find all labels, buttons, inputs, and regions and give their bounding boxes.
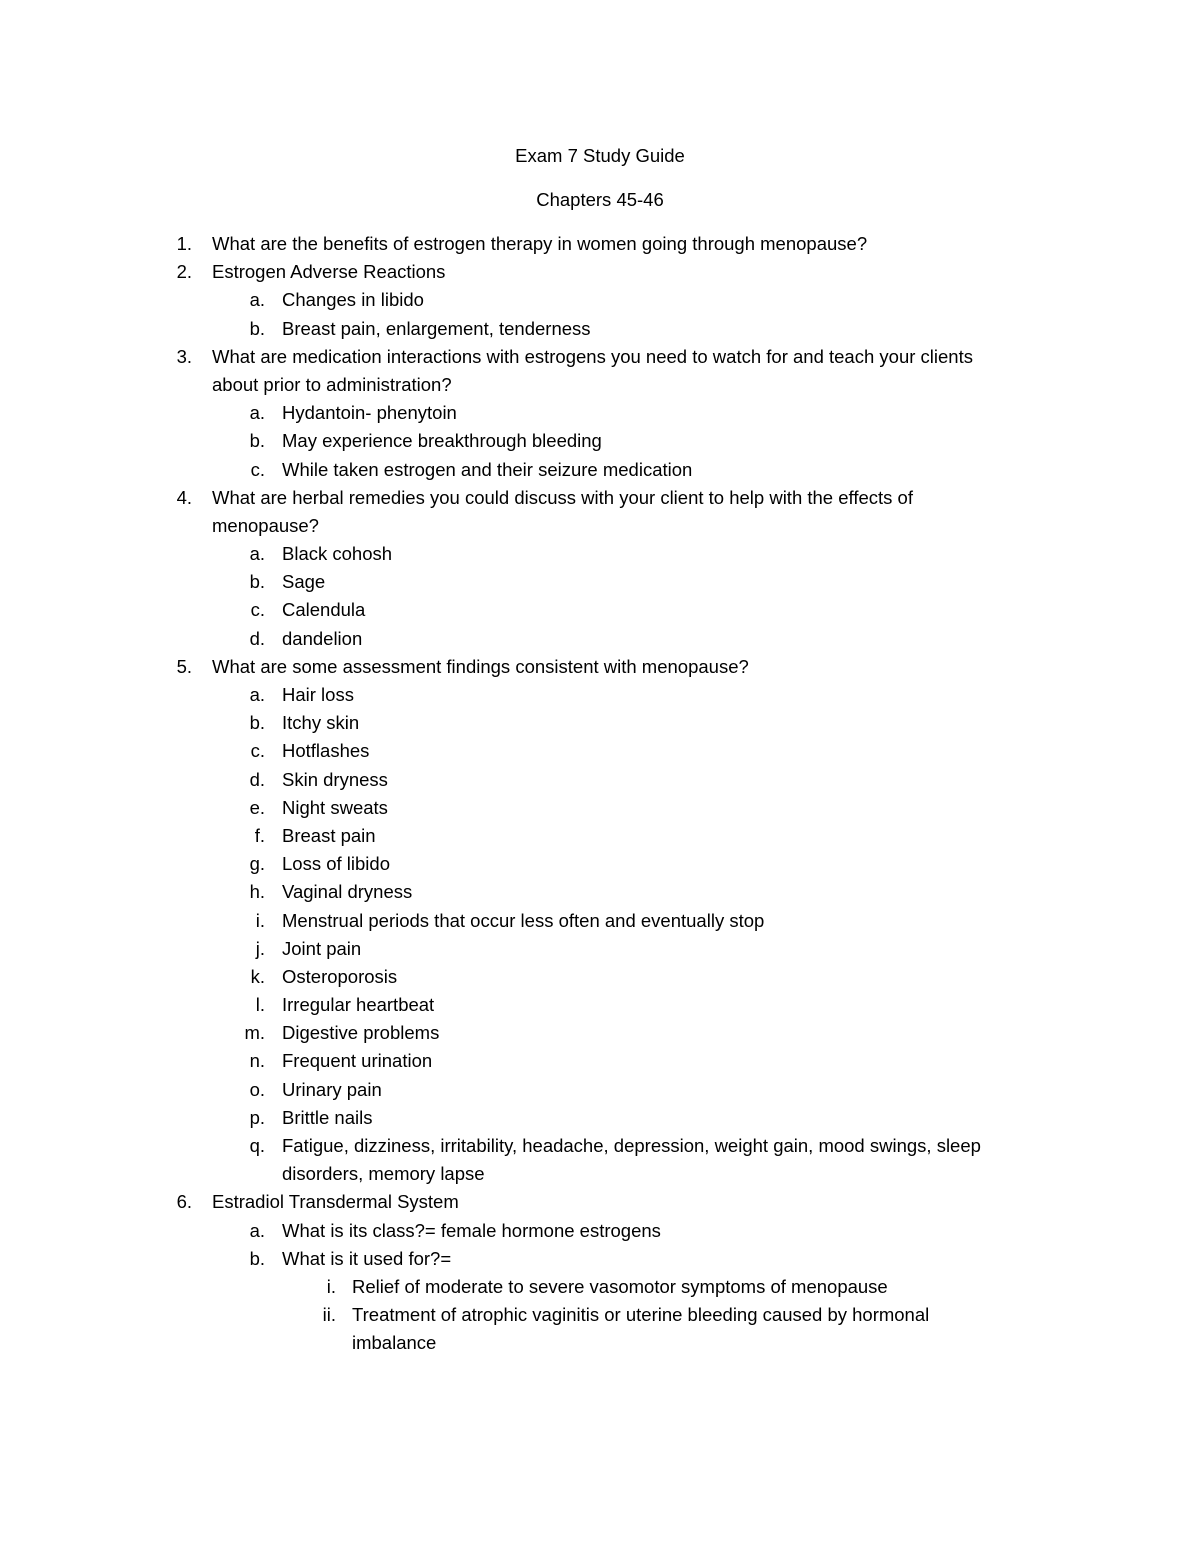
list-item — [0, 1217, 1200, 1245]
question-number: 1. — [176, 233, 192, 254]
item-letter: e. — [249, 796, 265, 818]
item-text: Skin dryness — [282, 768, 388, 790]
list-item — [0, 709, 1200, 737]
item-text: Loss of libido — [282, 853, 390, 875]
question-text: What are the benefits of estrogen therapy in women going through menopause? — [212, 233, 868, 254]
list-item — [0, 568, 1200, 596]
question-1 — [0, 230, 1200, 258]
item-text: Breast pain — [282, 824, 376, 846]
item-letter: a. — [249, 402, 265, 424]
list-item — [0, 681, 1200, 709]
item-letter: a. — [249, 543, 265, 565]
question-number: 2. — [176, 261, 192, 283]
list-item — [0, 1104, 1200, 1132]
list-item — [0, 427, 1200, 455]
item-text: dandelion — [282, 627, 363, 649]
list-item — [0, 935, 1200, 963]
list-item — [0, 286, 1200, 314]
item-text: Fatigue, dizziness, irritability, headache, depression, weight gain, mood swings, sleep — [282, 1135, 981, 1156]
item-letter: c. — [250, 599, 265, 621]
list-item — [0, 794, 1200, 822]
question-number: 5. — [176, 655, 192, 677]
question-text: Estrogen Adverse Reactions — [212, 261, 446, 283]
question-number: 6. — [176, 1191, 192, 1213]
sub-list-item — [0, 1301, 1200, 1329]
list-item — [0, 963, 1200, 991]
question-text: Estradiol Transdermal System — [212, 1191, 459, 1213]
sub-list-item — [0, 1273, 1200, 1301]
question-3 — [0, 343, 1200, 371]
list-item — [0, 878, 1200, 906]
question-text-continued: menopause? — [212, 514, 319, 536]
item-letter: b. — [249, 317, 265, 339]
list-item — [0, 625, 1200, 653]
question-text: What are herbal remedies you could discuss with your client to help with the effects of — [212, 486, 913, 508]
item-text: Changes in libido — [282, 289, 424, 311]
list-item — [0, 737, 1200, 765]
item-letter: f. — [254, 824, 265, 846]
item-text: Night sweats — [282, 796, 388, 818]
question-6 — [0, 1188, 1200, 1216]
item-letter: m. — [244, 1022, 265, 1044]
item-letter: p. — [249, 1106, 265, 1128]
list-item — [0, 1019, 1200, 1047]
list-item-continuation — [0, 1160, 1200, 1188]
item-letter: k. — [250, 965, 265, 987]
list-item — [0, 1132, 1200, 1160]
question-number: 3. — [176, 345, 192, 367]
list-item — [0, 315, 1200, 343]
question-3-continuation — [0, 371, 1200, 399]
question-5 — [0, 653, 1200, 681]
item-text: Treatment of atrophic vaginitis or uterine bleeding caused by hormonal — [352, 1304, 930, 1326]
list-item — [0, 766, 1200, 794]
item-letter: a. — [249, 684, 265, 705]
question-text-continued: about prior to administration? — [212, 373, 452, 395]
document-title: Exam 7 Study Guide — [515, 145, 685, 166]
document-subtitle: Chapters 45-46 — [536, 189, 664, 210]
item-letter: a. — [249, 1219, 265, 1241]
item-text: Hotflashes — [282, 740, 370, 762]
sub-list-item-continuation — [0, 1329, 1200, 1357]
item-letter: b. — [249, 1247, 265, 1269]
item-text-continued: imbalance — [352, 1332, 437, 1354]
item-text: Sage — [282, 571, 326, 593]
question-text: What are medication interactions with estrogens you need to watch for and teach your clients — [212, 345, 973, 367]
item-text: Hair loss — [282, 684, 354, 705]
list-item — [0, 850, 1200, 878]
item-text: Black cohosh — [282, 543, 393, 565]
list-item — [0, 456, 1200, 484]
list-item — [0, 540, 1200, 568]
item-text: What is its class?= female hormone estrogens — [282, 1219, 661, 1241]
item-letter: b. — [249, 571, 265, 593]
question-2 — [0, 258, 1200, 286]
item-text: Brittle nails — [282, 1106, 373, 1128]
item-letter: b. — [249, 430, 265, 452]
item-letter: n. — [249, 1050, 265, 1072]
item-letter: j. — [255, 937, 265, 959]
list-item — [0, 822, 1200, 850]
item-text: Itchy skin — [282, 712, 360, 734]
item-letter: b. — [249, 712, 265, 734]
item-text: What is it used for?= — [282, 1247, 452, 1269]
item-text: Urinary pain — [282, 1078, 382, 1100]
list-item — [0, 399, 1200, 427]
item-text-continued: disorders, memory lapse — [282, 1163, 485, 1185]
item-letter: i. — [255, 909, 265, 931]
item-text: While taken estrogen and their seizure medication — [282, 458, 693, 480]
item-text: Joint pain — [282, 937, 362, 959]
item-letter: o. — [249, 1078, 265, 1100]
list-item — [0, 1245, 1200, 1273]
question-text: What are some assessment findings consistent with menopause? — [212, 655, 749, 677]
item-roman-numeral: ii. — [322, 1304, 336, 1326]
list-item — [0, 1047, 1200, 1075]
list-item — [0, 596, 1200, 624]
list-item — [0, 907, 1200, 935]
item-letter: q. — [249, 1135, 265, 1156]
item-text: Hydantoin- phenytoin — [282, 402, 457, 424]
item-letter: g. — [249, 853, 265, 875]
item-text: Osteroporosis — [282, 965, 398, 987]
item-letter: c. — [250, 458, 265, 480]
item-text: Frequent urination — [282, 1050, 433, 1072]
item-letter: h. — [249, 881, 265, 903]
list-item — [0, 991, 1200, 1019]
item-text: Menstrual periods that occur less often and eventually stop — [282, 909, 765, 931]
question-list — [0, 230, 1200, 1358]
item-letter: c. — [250, 740, 265, 762]
list-item — [0, 1076, 1200, 1104]
question-4-continuation — [0, 512, 1200, 540]
item-letter: d. — [249, 627, 265, 649]
item-text: Digestive problems — [282, 1022, 440, 1044]
item-text: Calendula — [282, 599, 366, 621]
item-letter: d. — [249, 768, 265, 790]
question-number: 4. — [176, 486, 192, 508]
item-roman-numeral: i. — [326, 1275, 336, 1297]
item-letter: l. — [255, 994, 265, 1016]
item-text: Relief of moderate to severe vasomotor symptoms of menopause — [352, 1275, 888, 1297]
item-text: Vaginal dryness — [282, 881, 413, 903]
item-text: May experience breakthrough bleeding — [282, 430, 602, 452]
item-text: Breast pain, enlargement, tenderness — [282, 317, 591, 339]
item-letter: a. — [249, 289, 265, 311]
question-4 — [0, 484, 1200, 512]
item-text: Irregular heartbeat — [282, 994, 435, 1016]
